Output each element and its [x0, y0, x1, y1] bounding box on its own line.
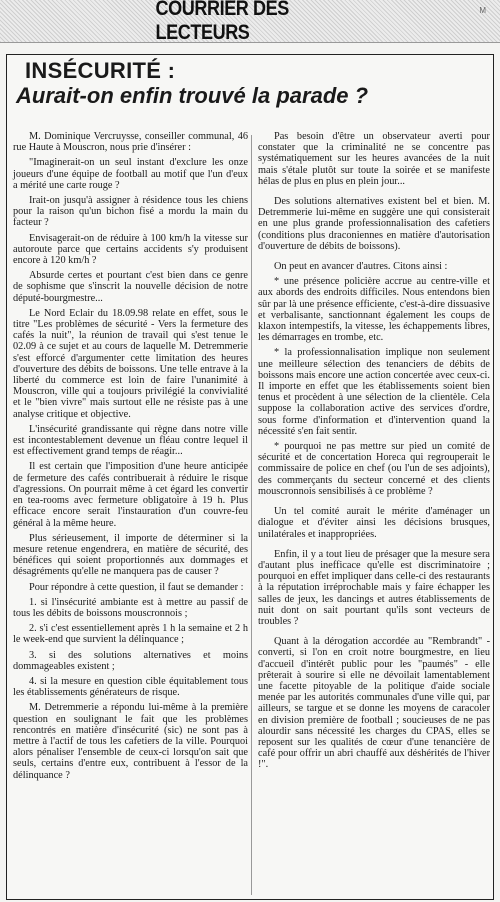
paragraph: L'insécurité grandissante qui règne dans notre ville est incontestablement devenue un fléau contre lequel il est effectivement grand temps de réagir...	[13, 423, 248, 458]
paragraph: Quant à la dérogation accordée au "Rembrandt" - converti, si l'on en croit notre bourgmestre, en lieu d'accueil d'intérêt public pour les "paumés" - elle prêterait à sourire si elle ne dévoilait lamentablement une facette pitoyable de la politique d'aide sociale menée par les autorités communales d'une ville qui, par ailleurs, se targue et se donne les moyens de caracoler en division première de football ; soucieuses de ne pas alourdir sans nécessité les charges du CPAS, elles se reposent sur les qualités de cœur d'une tenancière de café pour offrir un abri chauffé aux déshérités de l'hiver !".	[258, 636, 490, 771]
list-item: * une présence policière accrue au centre-ville et aux abords des endroits difficiles. Nous entendons bien sûr par là une présence efficiente, c'est-à-dire dissuasive et verbalisante, sanctionnant également les coups de klaxon intempestifs, la vitesse, les échappements libres, les démarrages en trombe, etc.	[258, 276, 490, 344]
paragraph: Il est certain que l'imposition d'une heure anticipée de fermeture des cafés contribuerait à réduire le risque d'agressions. On pourrait même à cet égard les convertir en tea-rooms avec fermeture obligatoire à 19 h. Plus efficace encore serait l'instauration d'un couvre-feu général à la même heure.	[13, 461, 248, 529]
article-headline: Aurait-on enfin trouvé la parade ?	[16, 83, 369, 108]
paragraph: Pour répondre à cette question, il faut se demander :	[29, 581, 244, 593]
right-column	[258, 131, 490, 775]
corner-mark: M	[479, 6, 486, 15]
list-item: 1. si l'insécurité ambiante est à mettre au passif de tous les débits de boissons mouscronnois ;	[13, 596, 248, 619]
article-frame	[6, 54, 494, 900]
paragraph: Absurde certes et pourtant c'est bien dans ce genre de sophisme que s'inscrit la nouvelle décision de notre député-bourgmestre...	[13, 270, 248, 304]
list-item: 2. s'i c'est essentiellement après 1 h la semaine et 2 h le week-end que survient la délinquance ;	[13, 623, 248, 646]
list-item: 4. si la mesure en question cible équitablement tous les établissements générateurs de risque.	[13, 675, 248, 699]
section-title: COURRIER DES LECTEURS	[155, 0, 289, 44]
paragraph: Plus sérieusement, il importe de déterminer si la mesure retenue engendrera, en matière de sécurité, des bénéfices qui soient proportionnés aux dommages et désagréments qu'elle ne manquera pas de causer ?	[13, 532, 248, 578]
left-column	[13, 131, 248, 785]
list-item: 3. si des solutions alternatives et moins dommageables existent ;	[13, 649, 248, 672]
paragraph: Irait-on jusqu'à assigner à résidence tous les chiens pour la raison qu'un bichon fisé a mordu la main du facteur ?	[13, 195, 248, 229]
paragraph: Enfin, il y a tout lieu de présager que la mesure sera d'autant plus inefficace qu'elle est discriminatoire ; pourquoi en effet impliquer dans celle-ci des restaurants à la réputation irréprochable mais y faire échapper les salles de jeux, les dancings et autres établissements de nuit dont on sait pourtant qu'ils sont vecteurs de troubles ?	[258, 548, 490, 627]
paragraph: Envisagerait-on de réduire à 100 km/h la vitesse sur autoroute parce que certains accidents s'y produisent encore à 120 km/h ?	[13, 232, 248, 267]
paragraph: Le Nord Eclair du 18.09.98 relate en effet, sous le titre "Les problèmes de sécurité - Vers la fermeture des cafés la nuit", la réunion de travail qui s'est tenue le 02.09 à ce sujet et au cours de laquelle M. Detremmerie s'est efforcé d'argumenter cette limitation des heures d'ouverture des débits de boissons. Une telle entrave à la liberté du commerce est loin de faire l'unanimité à Mouscron, ville qui a toujours privilégié la convivialité et le "bien vivre" mais surtout elle ne résiste pas à une analyse critique et objective.	[13, 307, 248, 420]
list-item: * la professionnalisation implique non seulement une meilleure sélection des tenanciers de débits de boissons mais encore une action concertée avec ceux-ci. Il importe en effet que les établissements soient bien tenus et procèdent à une sélection de la clientèle. Cela suppose la collaboration active des services d'ordre, sous forme d'information et d'intervention quand la nécessité s'en fait sentir.	[258, 347, 490, 437]
paragraph: M. Detremmerie a répondu lui-même à la première question en soulignant le fait que les problèmes rencontrés en matière d'insécurité (sic) ne sont pas à mettre à l'actif de tous les cafetiers de la ville. Pourquoi alors pénaliser l'ensemble de ceux-ci lorsqu'on sait que seuls, certains d'entre eux, contribuent à l'essor de la délinquance ?	[13, 702, 248, 781]
column-divider	[251, 135, 252, 895]
paragraph: Pas besoin d'être un observateur averti pour constater que la criminalité ne se concentre pas systématiquement sur les heures avancées de la nuit mais s'étale plutôt sur toute la soirée et se manifeste hélas de plus en plus en plein jour...	[258, 131, 490, 187]
paragraph: Un tel comité aurait le mérite d'aménager un dialogue et d'éviter ainsi les décisions brusques, unilatérales et inappropriées.	[258, 506, 490, 540]
section-header	[0, 0, 500, 43]
paragraph: On peut en avancer d'autres. Citons ainsi :	[274, 261, 448, 273]
paragraph: M. Dominique Vercruysse, conseiller communal, 46 rue Haute à Mouscron, nous prie d'insérer :	[13, 131, 248, 154]
article-kicker: INSÉCURITÉ :	[25, 58, 176, 83]
paragraph: Des solutions alternatives existent bel et bien. M. Detremmerie lui-même en suggère une qui consisterait en une plus grande professionnalisation des cafetiers (conditions plus draconiennes en matière d'autorisation d'ouverture de débits de boissons).	[258, 196, 490, 252]
paragraph: "Imaginerait-on un seul instant d'exclure les onze joueurs d'une équipe de football au motif que l'un d'eux a mérité une carte rouge ?	[13, 157, 248, 191]
list-item: * pourquoi ne pas mettre sur pied un comité de sécurité et de concertation Horeca qui regrouperait le commissaire de police en chef (ou l'un de ses adjoints), des commerçants du secteur concerné et des clients mouscronnois sensibilisés à ce problème ?	[258, 441, 490, 497]
